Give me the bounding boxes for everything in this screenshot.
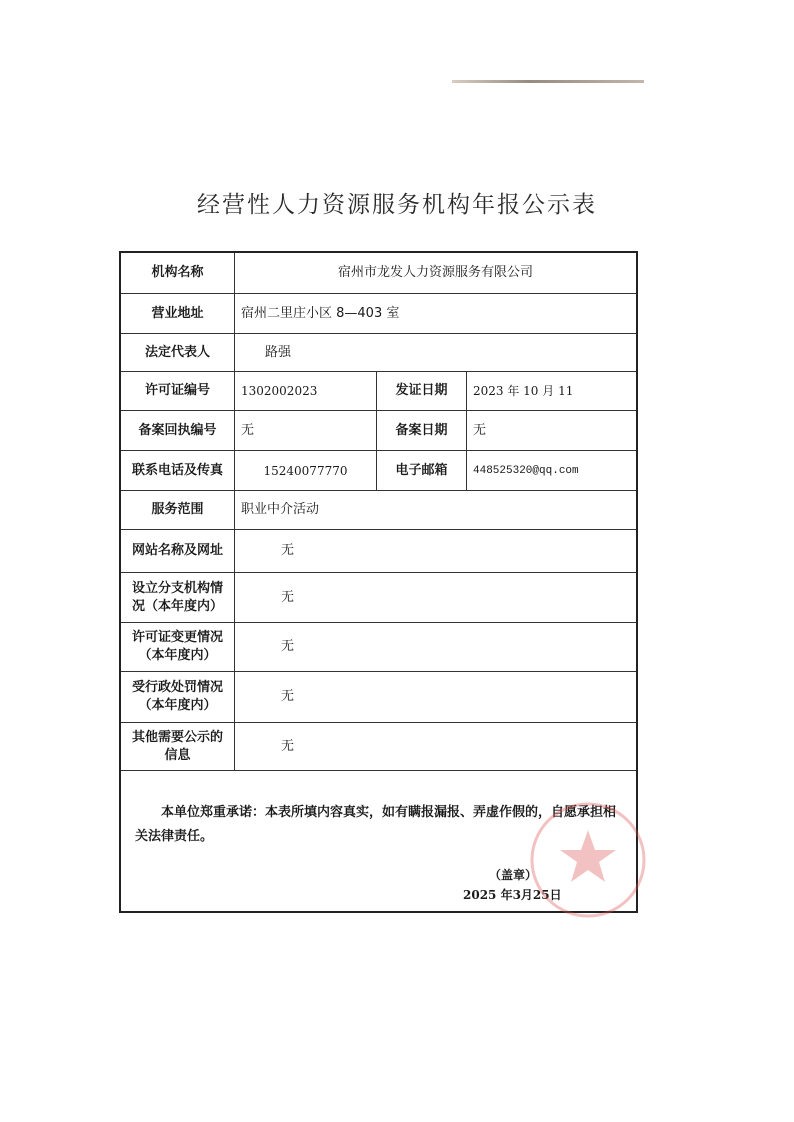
label-branch-line2: 况（本年度内）: [131, 598, 223, 614]
page-title: 经营性人力资源服务机构年报公示表: [197, 192, 597, 218]
label-license-change-line1: 许可证变更情况: [131, 630, 223, 645]
label-penalty: [121, 672, 235, 722]
value-phone-fax: 15240077770: [263, 463, 348, 478]
row-contact: [121, 451, 636, 491]
label-license: 许可证编号: [121, 372, 235, 410]
label-filing-date: 备案日期: [376, 411, 467, 450]
row-penalty: [121, 672, 636, 723]
company-seal-stamp: [510, 800, 660, 920]
row-other: [121, 723, 636, 771]
value-license-change: 无: [281, 639, 295, 654]
label-phone-fax: 联系电话及传真: [121, 451, 235, 490]
value-address: 宿州二里庄小区 8—403 室: [241, 305, 400, 321]
seal-label: （盖章）: [489, 868, 538, 882]
value-penalty: 无: [281, 689, 295, 704]
row-scope: [121, 491, 636, 530]
value-branch: 无: [281, 589, 295, 605]
row-org-name: [121, 253, 636, 294]
value-filing-number: 无: [241, 422, 255, 438]
sign-date: 2025 年3月25日: [463, 888, 562, 902]
label-scope: 服务范围: [121, 491, 235, 529]
label-address: 营业地址: [121, 294, 235, 333]
label-penalty-line1: 受行政处罚情况: [131, 680, 223, 695]
label-branch: [121, 573, 235, 622]
label-branch-line1: 设立分支机构情: [131, 580, 223, 596]
scan-artifact-line: [452, 80, 644, 83]
value-legal-rep: 路强: [265, 344, 292, 360]
value-license: 1302002023: [241, 384, 318, 398]
label-other-line2: 信息: [164, 747, 191, 763]
value-other: 无: [281, 738, 295, 754]
label-issue-date: 发证日期: [376, 372, 467, 410]
label-license-change-line2: （本年度内）: [138, 648, 217, 663]
value-website: 无: [281, 543, 295, 558]
row-address: [121, 294, 636, 334]
label-other-line1: 其他需要公示的: [131, 729, 223, 745]
label-org-name: 机构名称: [121, 253, 235, 293]
promise-text: 本单位郑重承诺：本表所填内容真实，如有瞒报漏报、弄虚作假的，自愿承担相关法律责任。: [135, 805, 617, 844]
row-website: [121, 530, 636, 573]
value-issue-date: 2023 年 10 月 11: [473, 384, 574, 398]
value-scope: 职业中介活动: [241, 502, 320, 517]
label-license-change: [121, 623, 235, 671]
row-branch: [121, 573, 636, 623]
label-filing-number: 备案回执编号: [121, 411, 235, 450]
row-legal-rep: [121, 334, 636, 372]
value-email: 448525320@qq.com: [473, 464, 579, 477]
label-website: 网站名称及网址: [121, 530, 235, 572]
value-org-name: 宿州市龙发人力资源服务有限公司: [337, 265, 533, 280]
label-email: 电子邮箱: [376, 451, 467, 490]
label-other: [121, 723, 235, 770]
label-legal-rep: 法定代表人: [121, 334, 235, 371]
row-license-change: [121, 623, 636, 672]
row-filing: [121, 411, 636, 451]
label-penalty-line2: （本年度内）: [138, 698, 217, 713]
value-filing-date: 无: [473, 422, 487, 438]
row-license: [121, 372, 636, 411]
